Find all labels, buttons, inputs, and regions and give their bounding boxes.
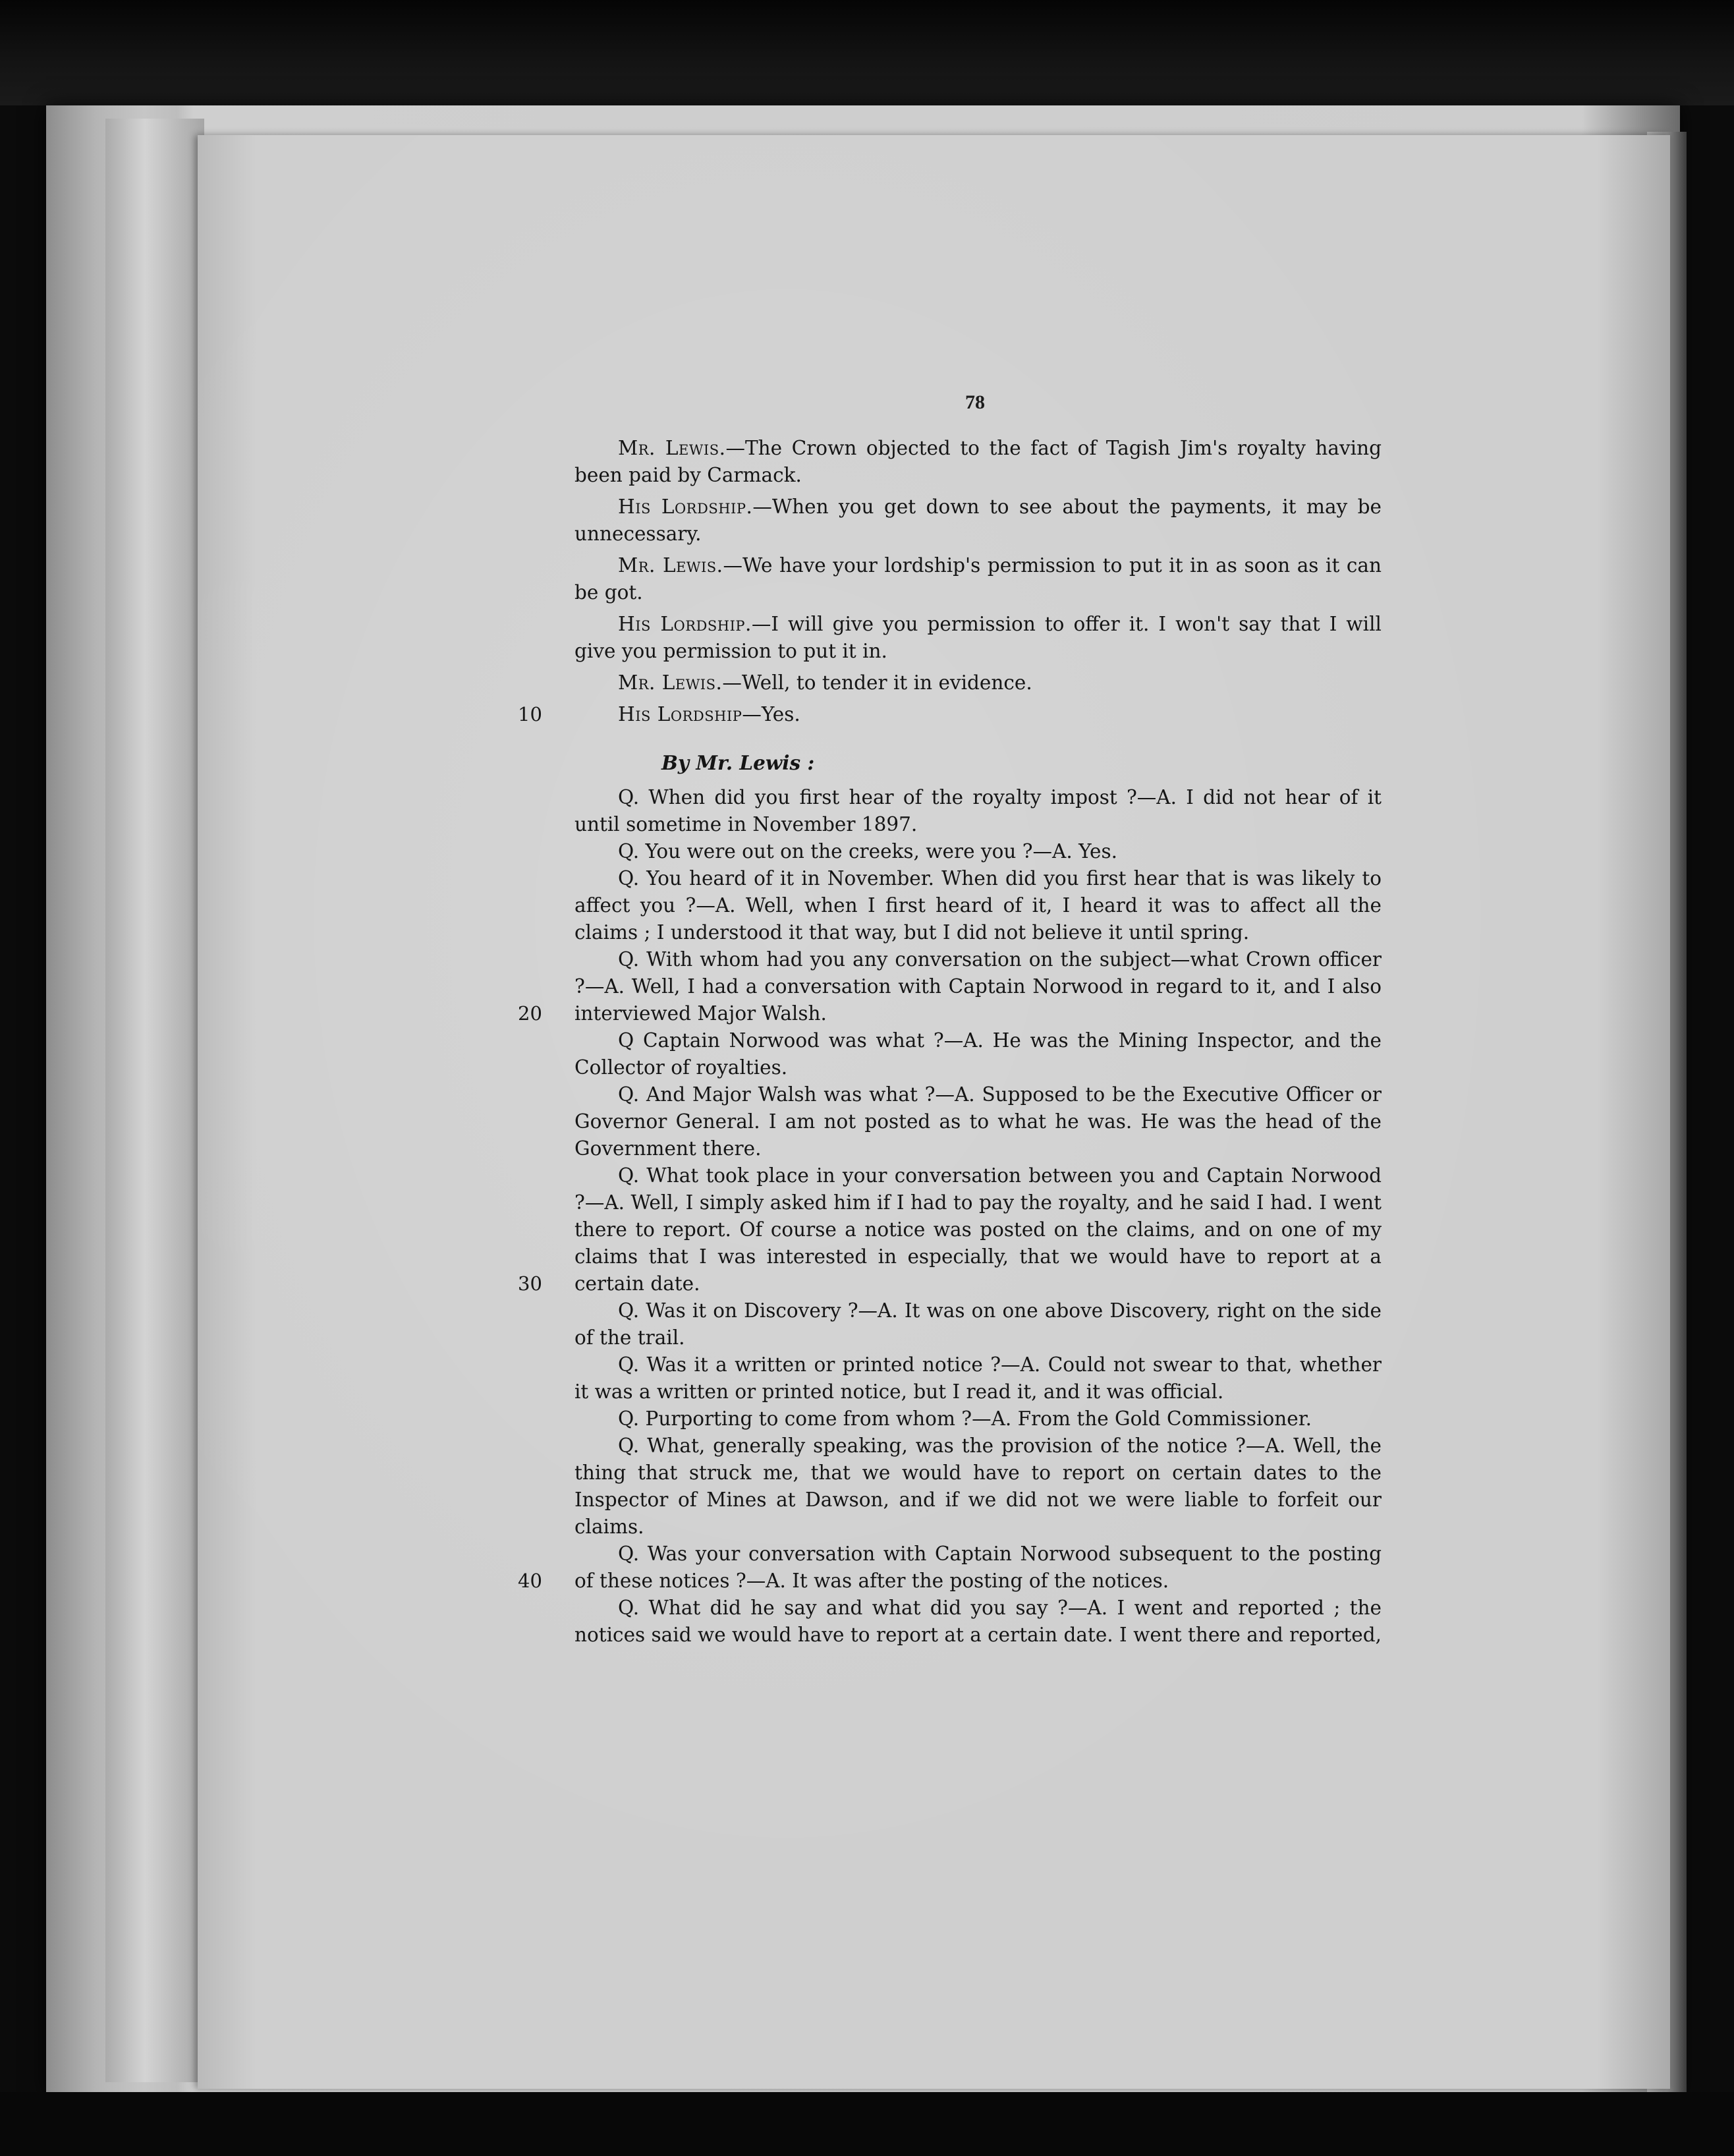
speaker-label: Mr. Lewis. xyxy=(618,554,723,577)
testimony-text: Q. You were out on the creeks, were you ?—A. Yes. xyxy=(618,840,1117,863)
speaker-label: His Lordship xyxy=(618,703,742,725)
testimony-paragraph xyxy=(574,1081,1382,1162)
line-number: 20 xyxy=(518,1002,542,1025)
testimony-paragraph xyxy=(518,946,1382,1027)
paragraph-text: —Yes. xyxy=(742,703,800,725)
testimony-text: Q. Purporting to come from whom ?—A. From the Gold Commissioner. xyxy=(618,1407,1312,1430)
speaker-label: His Lordship. xyxy=(618,496,753,518)
testimony-paragraph xyxy=(574,1405,1382,1433)
transcript-paragraph xyxy=(518,701,1382,728)
testimony-text: Q. When did you first hear of the royalty impost ?—A. I did not hear of it until sometime in November 1897. xyxy=(574,786,1382,836)
examination-heading: By Mr. Lewis : xyxy=(661,751,815,774)
transcript-paragraph xyxy=(574,435,1382,489)
testimony-paragraph xyxy=(574,1433,1382,1541)
transcript-paragraph xyxy=(574,669,1382,696)
testimony-paragraph xyxy=(518,1162,1382,1297)
testimony-text: Q. With whom had you any conversation on the subject—what Crown officer ?—A. Well, I had a conversation with Captain Norwood in regard to it, and I also interviewed Major Walsh. xyxy=(574,948,1382,1025)
transcript-paragraph xyxy=(574,494,1382,548)
testimony-text: Q Captain Norwood was what ?—A. He was the Mining Inspector, and the Collector of royalties. xyxy=(574,1029,1382,1079)
line-number: 40 xyxy=(518,1570,542,1592)
testimony-paragraph xyxy=(518,1541,1382,1595)
paragraph-text: —When you get down to see about the payments, it may be unnecessary. xyxy=(574,496,1382,545)
testimony-text: Q. Was your conversation with Captain Norwood subsequent to the posting of these notices ?—A. It was after the posting of the notices. xyxy=(574,1543,1382,1592)
testimony-paragraph xyxy=(574,1595,1382,1649)
paragraph-text: —I will give you permission to offer it. I won't say that I will give you permission to put it in. xyxy=(574,613,1382,662)
testimony-paragraph xyxy=(574,865,1382,946)
testimony-text: Q. Was it on Discovery ?—A. It was on one above Discovery, right on the side of the trail. xyxy=(574,1299,1382,1349)
transcript-paragraph xyxy=(574,552,1382,606)
testimony-paragraph xyxy=(574,1351,1382,1405)
transcript-body xyxy=(518,435,1382,1649)
transcript-paragraph xyxy=(574,611,1382,665)
scan-border-top xyxy=(0,0,1734,105)
folder-edge xyxy=(105,119,204,2082)
testimony-paragraph xyxy=(574,838,1382,865)
testimony-text: Q. What, generally speaking, was the provision of the notice ?—A. Well, the thing that struck me, that we would have to report on certain dates to the Inspector of Mines at Dawson, and if we did not we were liable to forfeit our claims. xyxy=(574,1434,1382,1538)
scan-border-bottom xyxy=(0,2092,1734,2156)
testimony-text: Q. You heard of it in November. When did you first hear that is was likely to affect you ?—A. Well, when I first heard of it, I heard it was to affect all the claims ; I understood it that way, but I did not believe it until spring. xyxy=(574,867,1382,944)
testimony-text: Q. What did he say and what did you say ?—A. I went and reported ; the notices said we would have to report at a certain date. I went there and reported, xyxy=(574,1597,1382,1646)
testimony-text: Q. What took place in your conversation between you and Captain Norwood ?—A. Well, I simply asked him if I had to pay the royalty, and he said I had. I went there to report. Of course a notice was posted on the claims, and on one of my claims that I was interested in especially, that we would have to report at a certain date. xyxy=(574,1164,1382,1295)
testimony-paragraph xyxy=(574,1027,1382,1081)
testimony-text: Q. Was it a written or printed notice ?—A. Could not swear to that, whether it was a written or printed notice, but I read it, and it was official. xyxy=(574,1353,1382,1403)
speaker-label: Mr. Lewis. xyxy=(618,671,723,694)
line-number: 30 xyxy=(518,1272,542,1295)
testimony-text: Q. And Major Walsh was what ?—A. Supposed to be the Executive Officer or Governor General. I am not posted as to what he was. He was the head of the Government there. xyxy=(574,1083,1382,1160)
testimony-paragraph xyxy=(574,784,1382,838)
speaker-label: Mr. Lewis. xyxy=(618,437,726,459)
paragraph-text: —Well, to tender it in evidence. xyxy=(722,671,1032,694)
line-number: 10 xyxy=(518,703,542,725)
page-number: 78 xyxy=(965,391,985,413)
paragraph-text: —The Crown objected to the fact of Tagish Jim's royalty having been paid by Carmack. xyxy=(574,437,1382,486)
speaker-label: His Lordship. xyxy=(618,613,752,635)
paragraph-text: —We have your lordship's permission to put it in as soon as it can be got. xyxy=(574,554,1382,604)
testimony-paragraph xyxy=(574,1297,1382,1351)
